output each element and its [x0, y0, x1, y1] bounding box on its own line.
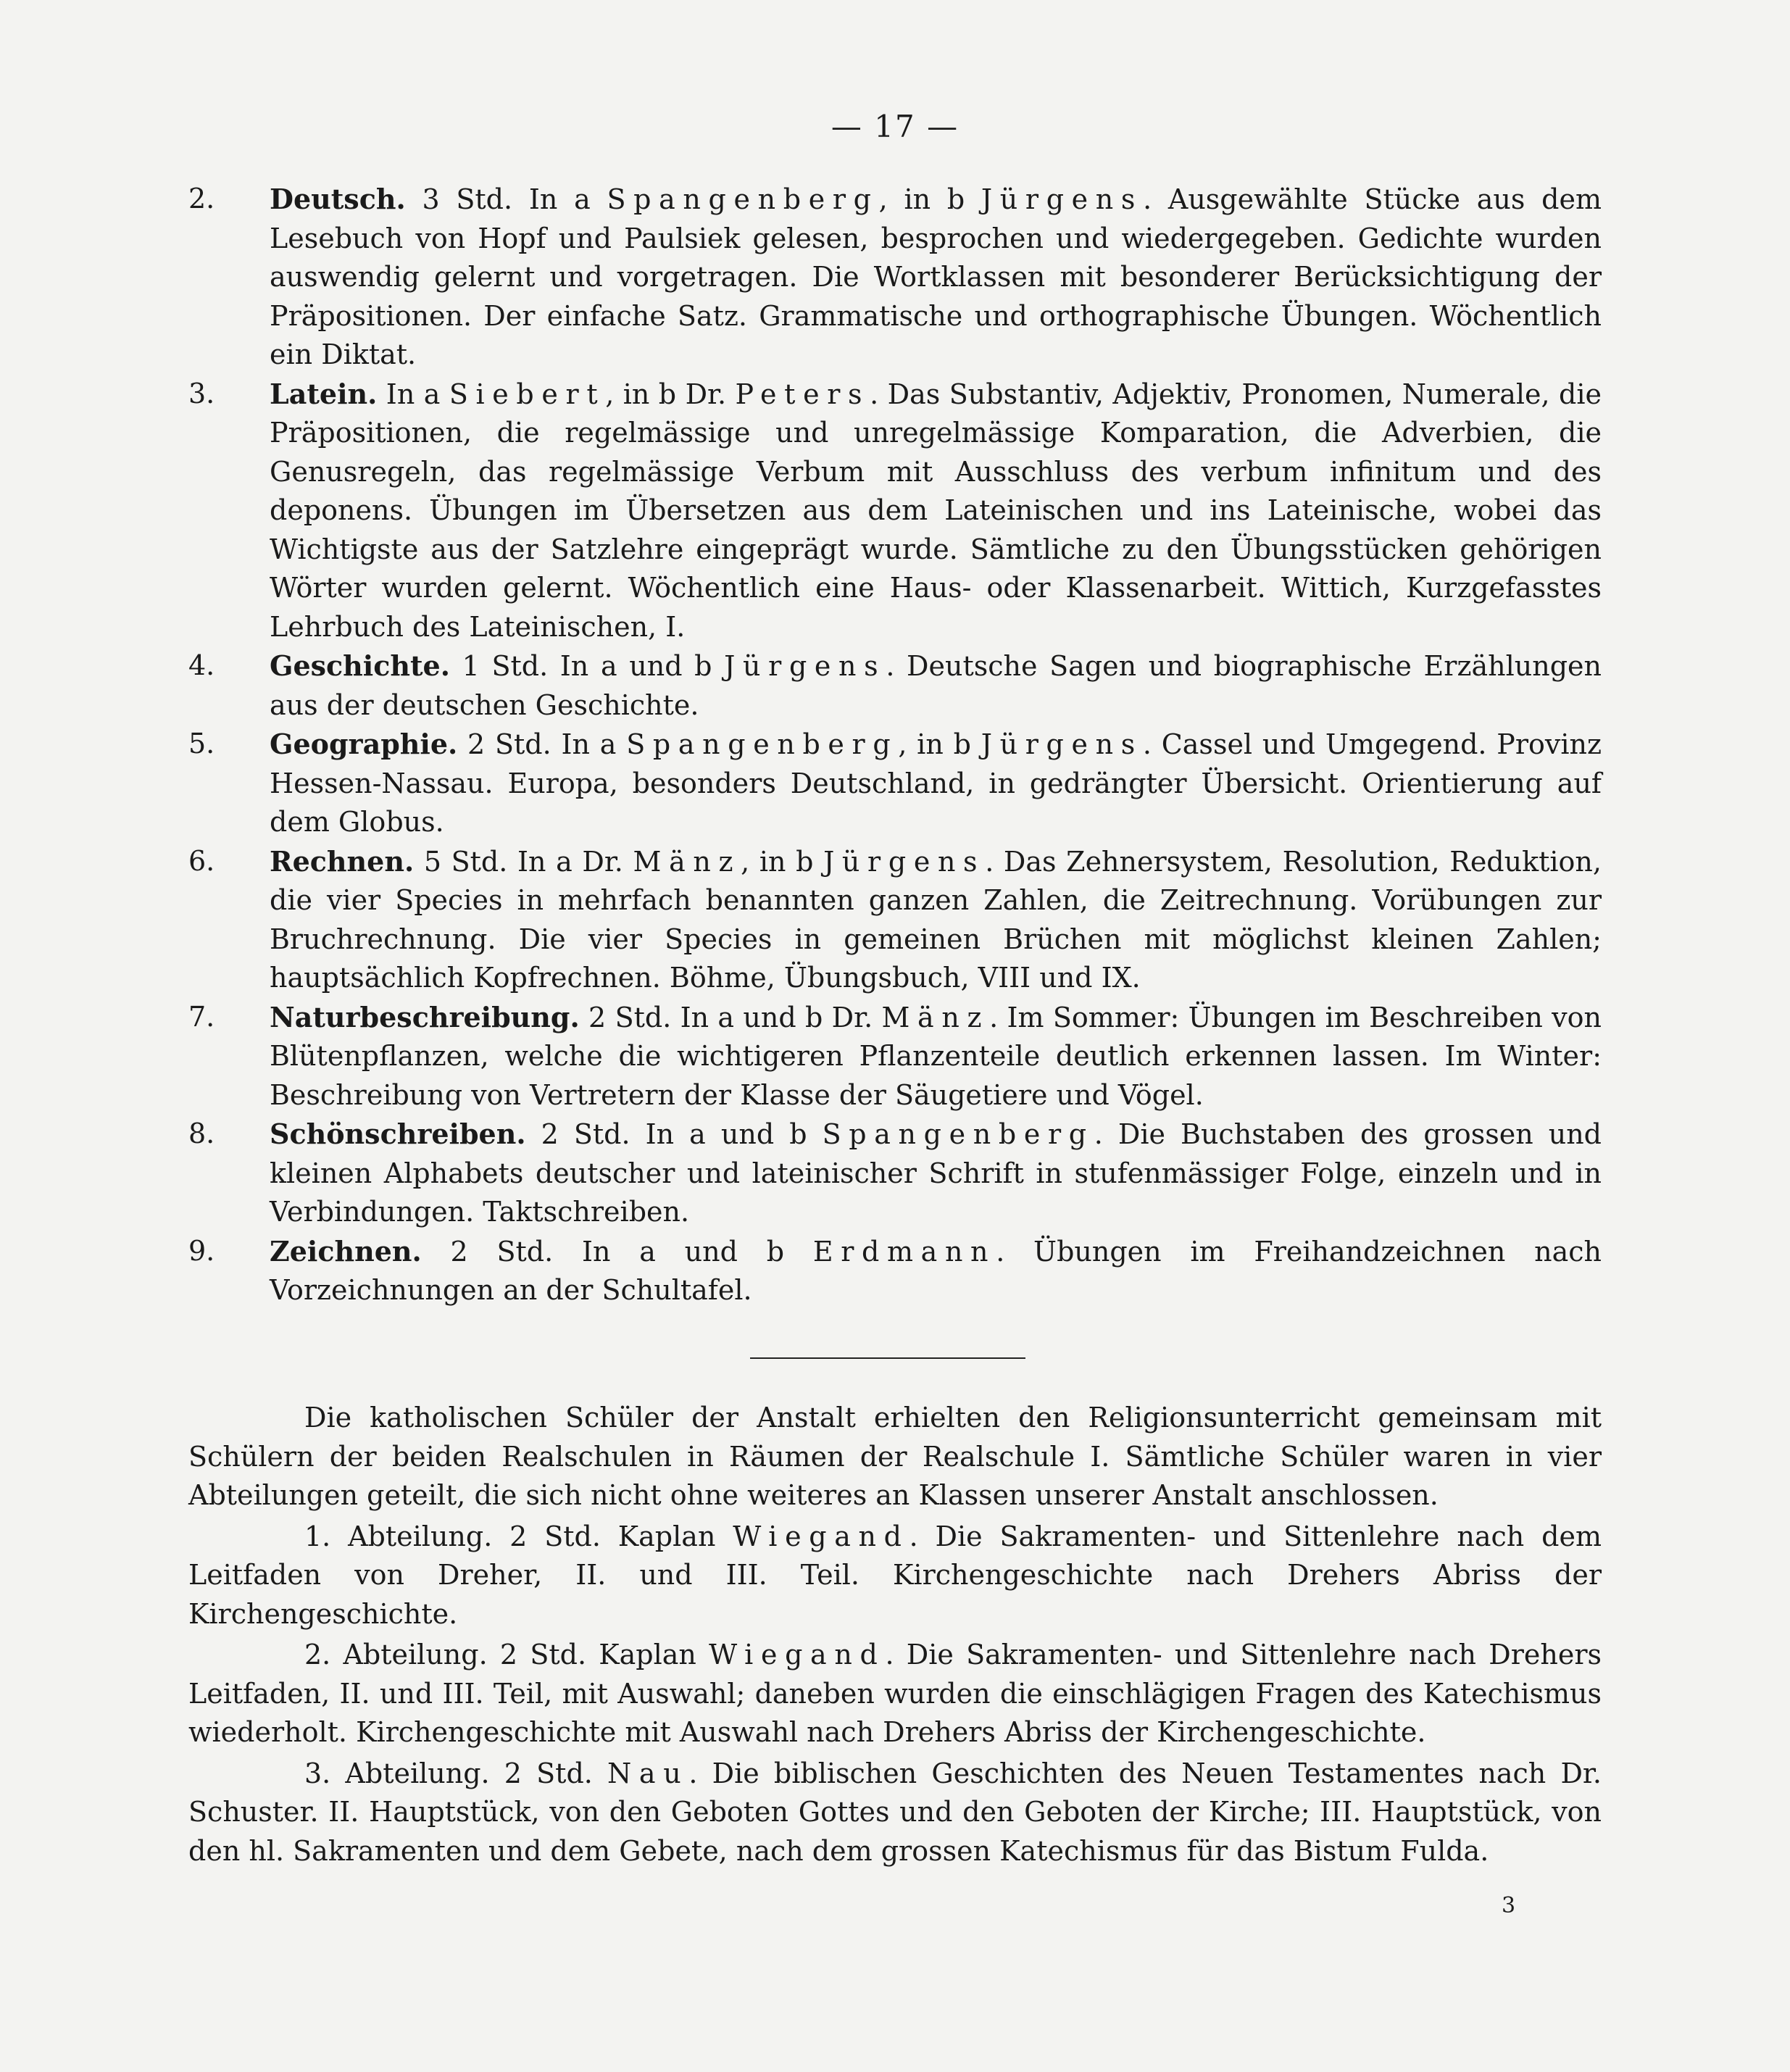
- subject-number: 2.: [188, 183, 215, 215]
- person-name: Spangenberg: [607, 183, 879, 215]
- text-run: Die katholischen Schüler der Anstalt erhielten den Religionsunterricht gemeinsam mit Schülern der beiden Realschulen in Räumen der Realschule I. Sämtliche Schüler waren in vier Abteilungen geteilt, die sich nicht ohne weiteres an Klassen unserer Anstalt anschlossen.: [188, 1402, 1602, 1511]
- person-name: Wiegand: [733, 1520, 909, 1552]
- text-run: 2 Std. In a und b: [421, 1235, 813, 1268]
- text-run: , in b: [878, 183, 981, 215]
- person-name: Siebert: [449, 378, 606, 410]
- catholic-religion-section: [188, 1399, 1602, 1871]
- subject-number: 3.: [188, 377, 215, 409]
- person-name: Mänz: [881, 1001, 990, 1033]
- subject-entry: [188, 180, 1602, 375]
- paragraph: [188, 1755, 1602, 1871]
- text-run: . Deutsche Sagen und biographische Erzählungen aus der deutschen Geschichte.: [270, 650, 1602, 721]
- text-run: , in b Dr.: [605, 378, 736, 410]
- subject-name: Naturbeschreibung.: [270, 1000, 580, 1033]
- subject-entry: [188, 1115, 1602, 1232]
- text-run: In a: [377, 378, 449, 410]
- subject-text: [270, 646, 1602, 725]
- text-run: 2 Std. In a und b Dr.: [579, 1001, 882, 1033]
- text-run: . Das Substantiv, Adjektiv, Pronomen, Numerale, die Präpositionen, die regelmässige und unregelmässige Komparation, die Adverbien, die Genusregeln, das regelmässige Verbum mit Ausschluss des verbum infinitum und des deponens. Übungen im Übersetzen aus dem Lateinischen und ins Lateinische, wobei das Wichtigste aus der Satzlehre eingeprägt wurde. Sämtliche zu den Übungsstücken gehörigen Wörter wurden gelernt. Wöchentlich eine Haus- oder Klassenarbeit. Wittich, Kurzgefasstes Lehrbuch des Lateinischen, I.: [270, 378, 1602, 643]
- text-run: . Die Sakramenten- und Sittenlehre nach dem Leitfaden von Dreher, II. und III. Teil. Kirchengeschichte nach Drehers Abriss der Kirchengeschichte.: [188, 1520, 1602, 1630]
- text-run: , in b: [741, 845, 824, 878]
- subject-name: Rechnen.: [270, 844, 415, 878]
- text-run: 5 Std. In a Dr.: [414, 845, 633, 878]
- person-name: Erdmann: [812, 1235, 996, 1268]
- person-name: Nau: [607, 1757, 689, 1789]
- subject-entry: [188, 646, 1602, 725]
- subject-number: 5.: [188, 728, 215, 760]
- text-run: . Übungen im Freihandzeichnen nach Vorzeichnungen an der Schultafel.: [270, 1235, 1602, 1306]
- subject-number: 7.: [188, 1000, 215, 1033]
- subject-name: Zeichnen.: [270, 1234, 422, 1268]
- paragraph: [188, 1518, 1602, 1634]
- person-name: Wiegand: [709, 1639, 886, 1671]
- person-name: Spangenberg: [822, 1118, 1094, 1150]
- subject-text: [270, 998, 1602, 1115]
- person-name: Jürgens: [981, 183, 1144, 215]
- subject-text: [270, 725, 1602, 842]
- subject-number: 9.: [188, 1234, 215, 1267]
- subject-entry: [188, 1232, 1602, 1310]
- subject-number: 6.: [188, 844, 215, 877]
- person-name: Mänz: [633, 845, 741, 878]
- signature-mark: 3: [1502, 1893, 1516, 1918]
- subject-name: Geschichte.: [270, 649, 450, 682]
- text-run: 2 Std. In a und b: [525, 1118, 823, 1150]
- person-name: Spangenberg: [626, 728, 899, 760]
- paragraph: [188, 1636, 1602, 1752]
- subject-entry: [188, 998, 1602, 1115]
- text-run: . Die biblischen Geschichten des Neuen Testamentes nach Dr. Schuster. II. Hauptstück, von den Geboten Gottes und den Geboten der Kirche; III. Hauptstück, von den hl. Sakramenten und dem Gebete, nach dem grossen Katechismus für das Bistum Fulda.: [188, 1757, 1602, 1867]
- page-number: — 17 —: [831, 109, 959, 144]
- subject-text: [270, 1115, 1602, 1232]
- subject-list: [188, 180, 1602, 1310]
- text-run: , in b: [898, 728, 981, 760]
- subject-text: [270, 375, 1602, 647]
- text-run: . Das Zehnersystem, Resolution, Reduktion, die vier Species in mehrfach benannten ganzen Zahlen, die Zeitrechnung. Vorübungen zur Bruchrechnung. Die vier Species in gemeinen Brüchen mit möglichst kleinen Zahlen; hauptsächlich Kopfrechnen. Böhme, Übungsbuch, VIII und IX.: [270, 845, 1602, 994]
- text-run: . Die Sakramenten- und Sittenlehre nach Drehers Leitfaden, II. und III. Teil, mit Auswahl; daneben wurden die einschlägigen Fragen des Katechismus wiederholt. Kirchengeschichte mit Auswahl nach Drehers Abriss der Kirchengeschichte.: [188, 1639, 1602, 1748]
- subject-name: Geographie.: [270, 728, 458, 760]
- text-run: 2. Abteilung. 2 Std. Kaplan: [304, 1639, 709, 1671]
- subject-name: Latein.: [270, 377, 378, 410]
- person-name: Peters: [735, 378, 870, 410]
- text-run: 1. Abteilung. 2 Std. Kaplan: [304, 1520, 733, 1552]
- subject-text: [270, 1232, 1602, 1310]
- text-run: . Die Buchstaben des grossen und kleinen Alphabets deutscher und lateinischer Schrift in stufenmässiger Folge, einzeln und in Verbindungen. Taktschreiben.: [270, 1118, 1602, 1228]
- subject-name: Schönschreiben.: [270, 1118, 526, 1150]
- text-run: 1 Std. In a und b: [449, 650, 725, 682]
- person-name: Jürgens: [823, 845, 986, 878]
- section-divider: [750, 1357, 1025, 1359]
- subject-entry: [188, 842, 1602, 998]
- subject-number: 4.: [188, 649, 215, 681]
- subject-entry: [188, 375, 1602, 647]
- subject-number: 8.: [188, 1118, 215, 1149]
- subject-text: [270, 842, 1602, 998]
- subject-name: Deutsch.: [270, 183, 406, 215]
- person-name: Jürgens: [724, 650, 886, 682]
- text-run: 2 Std. In a: [457, 728, 627, 760]
- subject-text: [270, 180, 1602, 375]
- text-run: . Ausgewählte Stücke aus dem Lesebuch von Hopf und Paulsiek gelesen, besprochen und wiedergegeben. Gedichte wurden auswendig gelernt und vorgetragen. Die Wortklassen mit besonderer Berücksichtigung der Präpositionen. Der einfache Satz. Grammatische und orthographische Übungen. Wöchentlich ein Diktat.: [270, 183, 1602, 370]
- text-run: . Cassel und Umgegend. Provinz Hessen-Nassau. Europa, besonders Deutschland, in gedrängter Übersicht. Orientierung auf dem Globus.: [270, 728, 1602, 838]
- text-run: 3. Abteilung. 2 Std.: [304, 1757, 608, 1789]
- person-name: Jürgens: [981, 728, 1143, 760]
- paragraph: [188, 1399, 1602, 1515]
- subject-entry: [188, 725, 1602, 842]
- text-run: . Im Sommer: Übungen im Beschreiben von Blütenpflanzen, welche die wichtigeren Pflanzenteile deutlich erkennen lassen. Im Winter: Beschreibung von Vertretern der Klasse der Säugetiere und Vögel.: [270, 1001, 1602, 1111]
- text-run: 3 Std. In a: [405, 183, 607, 215]
